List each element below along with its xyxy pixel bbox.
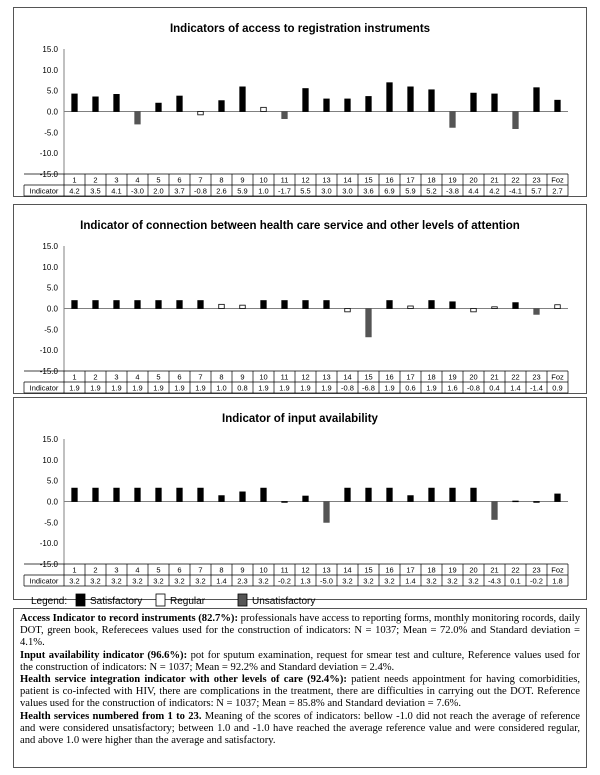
category-label-15: 15: [364, 565, 373, 575]
bar-23: [534, 88, 540, 112]
bar-10: [261, 488, 267, 501]
bar-4: [135, 112, 141, 125]
value-label-7: 3.2: [195, 576, 206, 586]
value-label-4: 3.2: [132, 576, 143, 586]
note-access-text: professionals have access to reporting forms, monthly monitoring rocords, daily DOT, green book, Referecees values used for the construction of indicators: N = 1037; Mean = 72.0% and Standard deviation = 4.1%.: [20, 613, 581, 649]
legend-label-unsatisfactory: Unsatisfactory: [252, 596, 316, 607]
category-label-19: 19: [448, 372, 457, 382]
value-label-11: 1.9: [279, 383, 290, 393]
bar-9: [240, 305, 246, 308]
bar-12: [303, 496, 309, 501]
bar-1: [72, 94, 78, 112]
category-label-10: 10: [259, 372, 268, 382]
category-label-22: 22: [511, 565, 520, 575]
bar-3: [114, 301, 120, 309]
category-label-16: 16: [385, 372, 394, 382]
bar-21: [492, 307, 498, 309]
category-label-1: 1: [72, 565, 77, 575]
value-label-18: 5.2: [426, 186, 437, 196]
bar-9: [240, 87, 246, 112]
bar-3: [114, 488, 120, 501]
y-tick-label: -15.0: [39, 560, 58, 569]
legend-swatch-unsatisfactory: [238, 594, 247, 606]
bar-2: [93, 488, 99, 501]
value-label-6: 3.2: [174, 576, 185, 586]
chart-access-registration: [14, 8, 586, 196]
value-label-20: 4.4: [468, 186, 479, 196]
category-label-12: 12: [301, 175, 310, 185]
value-label-Foz: 1.8: [552, 576, 563, 586]
value-label-1: 3.2: [69, 576, 80, 586]
y-tick-label: -15.0: [39, 170, 58, 179]
value-label-5: 3.2: [153, 576, 164, 586]
indicator-row-label: Indicator: [29, 383, 59, 393]
bar-12: [303, 301, 309, 309]
bar-16: [387, 301, 393, 309]
category-label-2: 2: [93, 175, 98, 185]
note-access-heading: Access Indicator to record instruments (82.7%):: [20, 613, 238, 624]
value-label-19: -3.8: [446, 186, 459, 196]
value-label-11: -0.2: [278, 576, 291, 586]
chart-panel-access: [13, 7, 587, 197]
category-label-12: 12: [301, 372, 310, 382]
bar-6: [177, 488, 183, 501]
bar-22: [513, 501, 519, 502]
bar-8: [219, 496, 225, 502]
bar-4: [135, 488, 141, 501]
bar-19: [450, 302, 456, 309]
y-tick-label: 0.0: [46, 107, 58, 117]
category-label-20: 20: [469, 565, 478, 575]
notes-box: [13, 608, 587, 768]
bar-3: [114, 94, 120, 111]
bar-1: [72, 488, 78, 501]
value-label-7: 1.9: [195, 383, 206, 393]
value-label-23: -0.2: [530, 576, 543, 586]
category-label-7: 7: [198, 565, 203, 575]
value-label-21: 4.2: [489, 186, 500, 196]
bar-17: [408, 496, 414, 502]
value-label-Foz: 2.7: [552, 186, 563, 196]
value-label-15: -6.8: [362, 383, 375, 393]
bar-17: [408, 306, 414, 309]
category-label-8: 8: [219, 372, 224, 382]
category-label-10: 10: [259, 175, 268, 185]
category-label-7: 7: [198, 372, 203, 382]
bar-1: [72, 301, 78, 309]
chart-title: Indicator of connection between health care service and other levels of attention: [80, 220, 520, 232]
value-label-19: 3.2: [447, 576, 458, 586]
bar-2: [93, 97, 99, 112]
value-label-18: 1.9: [426, 383, 437, 393]
value-label-20: 3.2: [468, 576, 479, 586]
category-label-18: 18: [427, 372, 436, 382]
category-label-3: 3: [114, 565, 119, 575]
category-label-14: 14: [343, 175, 352, 185]
value-label-23: -1.4: [530, 383, 543, 393]
bar-2: [93, 301, 99, 309]
category-label-2: 2: [93, 565, 98, 575]
value-label-19: 1.6: [447, 383, 458, 393]
bar-15: [366, 97, 372, 112]
category-label-5: 5: [156, 175, 161, 185]
value-label-10: 1.0: [258, 186, 269, 196]
value-label-8: 1.0: [216, 383, 227, 393]
value-label-2: 3.5: [90, 186, 101, 196]
value-label-21: -4.3: [488, 576, 501, 586]
bar-22: [513, 303, 519, 309]
bar-7: [198, 488, 204, 501]
category-label-Foz: Foz: [551, 372, 564, 382]
bar-20: [471, 309, 477, 312]
category-label-7: 7: [198, 175, 203, 185]
category-label-19: 19: [448, 565, 457, 575]
category-label-11: 11: [280, 565, 289, 575]
chart-title: Indicators of access to registration instruments: [169, 23, 431, 35]
bar-Foz: [555, 305, 561, 309]
value-label-22: 0.1: [510, 576, 521, 586]
category-label-3: 3: [114, 372, 119, 382]
value-label-15: 3.6: [363, 186, 374, 196]
category-label-21: 21: [490, 372, 499, 382]
bar-7: [198, 112, 204, 115]
category-label-13: 13: [322, 372, 331, 382]
bar-23: [534, 309, 540, 315]
value-label-11: -1.7: [278, 186, 291, 196]
legend-swatch-regular: [156, 594, 165, 606]
bar-13: [324, 99, 330, 112]
value-label-17: 5.9: [405, 186, 416, 196]
value-label-16: 3.2: [384, 576, 395, 586]
bar-20: [471, 488, 477, 501]
y-tick-label: -5.0: [44, 518, 58, 528]
bar-18: [429, 301, 435, 309]
legend-label-satisfactory: Satisfactory: [90, 596, 143, 607]
value-label-9: 0.8: [237, 383, 248, 393]
category-label-8: 8: [219, 175, 224, 185]
value-label-16: 6.9: [384, 186, 395, 196]
value-label-9: 5.9: [237, 186, 248, 196]
y-tick-label: 10.0: [42, 65, 58, 75]
note-access: [20, 613, 580, 650]
category-label-15: 15: [364, 372, 373, 382]
value-label-6: 3.7: [174, 186, 185, 196]
value-label-2: 3.2: [90, 576, 101, 586]
bar-4: [135, 301, 141, 309]
bar-11: [282, 112, 288, 119]
bar-21: [492, 502, 498, 520]
value-label-5: 2.0: [153, 186, 164, 196]
category-label-Foz: Foz: [551, 175, 564, 185]
category-label-8: 8: [219, 565, 224, 575]
y-tick-label: 5.0: [46, 476, 58, 486]
note-input-heading: Input availability indicator (96.6%):: [20, 649, 188, 661]
y-tick-label: -10.0: [39, 149, 58, 159]
value-label-9: 2.3: [237, 576, 248, 586]
value-label-8: 2.6: [216, 186, 227, 196]
bar-22: [513, 112, 519, 129]
value-label-13: 3.0: [321, 186, 332, 196]
legend-label-regular: Regular: [170, 596, 206, 607]
category-label-1: 1: [72, 372, 77, 382]
y-tick-label: 10.0: [42, 455, 58, 465]
bar-16: [387, 488, 393, 501]
category-label-19: 19: [448, 175, 457, 185]
category-label-17: 17: [406, 372, 415, 382]
category-label-20: 20: [469, 175, 478, 185]
category-label-4: 4: [135, 372, 140, 382]
bar-21: [492, 94, 498, 112]
value-label-16: 1.9: [384, 383, 395, 393]
category-label-17: 17: [406, 565, 415, 575]
indicator-row-label: Indicator: [29, 186, 59, 196]
bar-14: [345, 488, 351, 501]
note-integration-heading: Health service integration indicator with other levels of care (92.4%):: [20, 674, 347, 686]
bar-11: [282, 301, 288, 309]
y-tick-label: 0.0: [46, 304, 58, 314]
bar-11: [282, 502, 288, 503]
bar-8: [219, 304, 225, 308]
chart-panel-input: [13, 397, 587, 607]
category-label-6: 6: [177, 372, 182, 382]
note-services-text: Meaning of the scores of indicators: bellow -1.0 did not reach the average of reference and were considered unsatisfactory; between 1.0 and -1.0 have reached the average reference value and were considered regular, and above 1.0 were higher than the average and satisfactory.: [20, 710, 580, 747]
bar-8: [219, 101, 225, 112]
value-label-6: 1.9: [174, 383, 185, 393]
value-label-3: 4.1: [111, 186, 122, 196]
value-label-14: 3.0: [342, 186, 353, 196]
category-label-9: 9: [240, 565, 245, 575]
category-label-23: 23: [532, 372, 541, 382]
value-label-10: 1.9: [258, 383, 269, 393]
value-label-20: -0.8: [467, 383, 480, 393]
bar-19: [450, 112, 456, 128]
category-label-1: 1: [72, 175, 77, 185]
bar-Foz: [555, 100, 561, 111]
bar-18: [429, 90, 435, 112]
category-label-9: 9: [240, 175, 245, 185]
bar-5: [156, 103, 162, 111]
value-label-13: -5.0: [320, 576, 333, 586]
legend-swatch-satisfactory: [76, 594, 85, 606]
category-label-17: 17: [406, 175, 415, 185]
bar-12: [303, 89, 309, 112]
y-tick-label: -10.0: [39, 539, 58, 549]
bar-10: [261, 301, 267, 309]
y-tick-label: -15.0: [39, 367, 58, 376]
category-label-22: 22: [511, 372, 520, 382]
bar-10: [261, 107, 267, 111]
bar-Foz: [555, 494, 561, 502]
value-label-12: 1.9: [300, 383, 311, 393]
value-label-18: 3.2: [426, 576, 437, 586]
note-services: [20, 711, 580, 748]
note-integration: [20, 674, 580, 711]
chart-panel-connection: [13, 204, 587, 394]
value-label-4: 1.9: [132, 383, 143, 393]
value-label-3: 3.2: [111, 576, 122, 586]
category-label-20: 20: [469, 372, 478, 382]
value-label-2: 1.9: [90, 383, 101, 393]
category-label-13: 13: [322, 565, 331, 575]
y-tick-label: 10.0: [42, 262, 58, 272]
indicator-row-label: Indicator: [29, 576, 59, 586]
note-services-heading: Health services numbered from 1 to 23.: [20, 710, 202, 722]
category-label-16: 16: [385, 175, 394, 185]
category-label-4: 4: [135, 175, 140, 185]
bar-13: [324, 301, 330, 309]
value-label-Foz: 0.9: [552, 383, 563, 393]
bar-13: [324, 502, 330, 523]
y-tick-label: -5.0: [44, 325, 58, 335]
value-label-4: -3.0: [131, 186, 144, 196]
category-label-10: 10: [259, 565, 268, 575]
value-label-12: 1.3: [300, 576, 311, 586]
category-label-23: 23: [532, 565, 541, 575]
category-label-12: 12: [301, 565, 310, 575]
category-label-22: 22: [511, 175, 520, 185]
category-label-14: 14: [343, 565, 352, 575]
note-input: [20, 650, 580, 674]
category-label-21: 21: [490, 565, 499, 575]
category-label-14: 14: [343, 372, 352, 382]
bar-18: [429, 488, 435, 501]
y-tick-label: 0.0: [46, 497, 58, 507]
bar-14: [345, 309, 351, 312]
category-label-11: 11: [280, 372, 289, 382]
category-label-23: 23: [532, 175, 541, 185]
category-label-18: 18: [427, 565, 436, 575]
category-label-2: 2: [93, 372, 98, 382]
bar-15: [366, 488, 372, 501]
category-label-9: 9: [240, 372, 245, 382]
category-label-11: 11: [280, 175, 289, 185]
note-integration-text: patient needs appointment for having comorbidities, patient is co-infected with HIV, there are complications in the treatment, there are difficulties in carrying out the DOT. Reference values used for the construction of indicators: N = 1037; Mean = 85.8% and Standard deviation = 7.6%.: [20, 674, 581, 710]
value-label-14: -0.8: [341, 383, 354, 393]
value-label-5: 1.9: [153, 383, 164, 393]
value-label-7: -0.8: [194, 186, 207, 196]
category-label-6: 6: [177, 565, 182, 575]
bar-19: [450, 488, 456, 501]
y-tick-label: 15.0: [42, 45, 58, 54]
y-tick-label: 15.0: [42, 242, 58, 251]
value-label-17: 0.6: [405, 383, 416, 393]
value-label-15: 3.2: [363, 576, 374, 586]
value-label-22: -4.1: [509, 186, 522, 196]
bar-6: [177, 96, 183, 111]
y-tick-label: 5.0: [46, 283, 58, 293]
bar-15: [366, 309, 372, 337]
value-label-12: 5.5: [300, 186, 311, 196]
category-label-6: 6: [177, 175, 182, 185]
bar-5: [156, 301, 162, 309]
category-label-15: 15: [364, 175, 373, 185]
chart-connection-levels: [14, 205, 586, 393]
bar-6: [177, 301, 183, 309]
bar-9: [240, 492, 246, 502]
chart-input-availability: [14, 398, 586, 607]
y-tick-label: -10.0: [39, 346, 58, 356]
bar-16: [387, 83, 393, 112]
y-tick-label: 15.0: [42, 435, 58, 444]
category-label-5: 5: [156, 372, 161, 382]
bar-23: [534, 502, 540, 503]
bar-17: [408, 87, 414, 112]
chart-title: Indicator of input availability: [222, 413, 378, 425]
value-label-13: 1.9: [321, 383, 332, 393]
category-label-16: 16: [385, 565, 394, 575]
bar-14: [345, 99, 351, 112]
value-label-10: 3.2: [258, 576, 269, 586]
bar-7: [198, 301, 204, 309]
category-label-3: 3: [114, 175, 119, 185]
category-label-18: 18: [427, 175, 436, 185]
category-label-Foz: Foz: [551, 565, 564, 575]
bar-20: [471, 93, 477, 111]
value-label-21: 0.4: [489, 383, 500, 393]
legend-title: Legend:: [31, 596, 68, 607]
category-label-21: 21: [490, 175, 499, 185]
value-label-23: 5.7: [531, 186, 542, 196]
y-tick-label: 5.0: [46, 86, 58, 96]
bar-5: [156, 488, 162, 501]
value-label-1: 4.2: [69, 186, 80, 196]
value-label-14: 3.2: [342, 576, 353, 586]
value-label-1: 1.9: [69, 383, 80, 393]
category-label-13: 13: [322, 175, 331, 185]
category-label-5: 5: [156, 565, 161, 575]
value-label-3: 1.9: [111, 383, 122, 393]
value-label-17: 1.4: [405, 576, 416, 586]
value-label-22: 1.4: [510, 383, 521, 393]
y-tick-label: -5.0: [44, 128, 58, 138]
value-label-8: 1.4: [216, 576, 227, 586]
category-label-4: 4: [135, 565, 140, 575]
note-input-text: pot for sputum examination, request for smear test and culture, Reference values used for the construction of indicators: N = 1037; Mean = 92.2% and Standard deviation = 2.4%.: [20, 649, 580, 673]
